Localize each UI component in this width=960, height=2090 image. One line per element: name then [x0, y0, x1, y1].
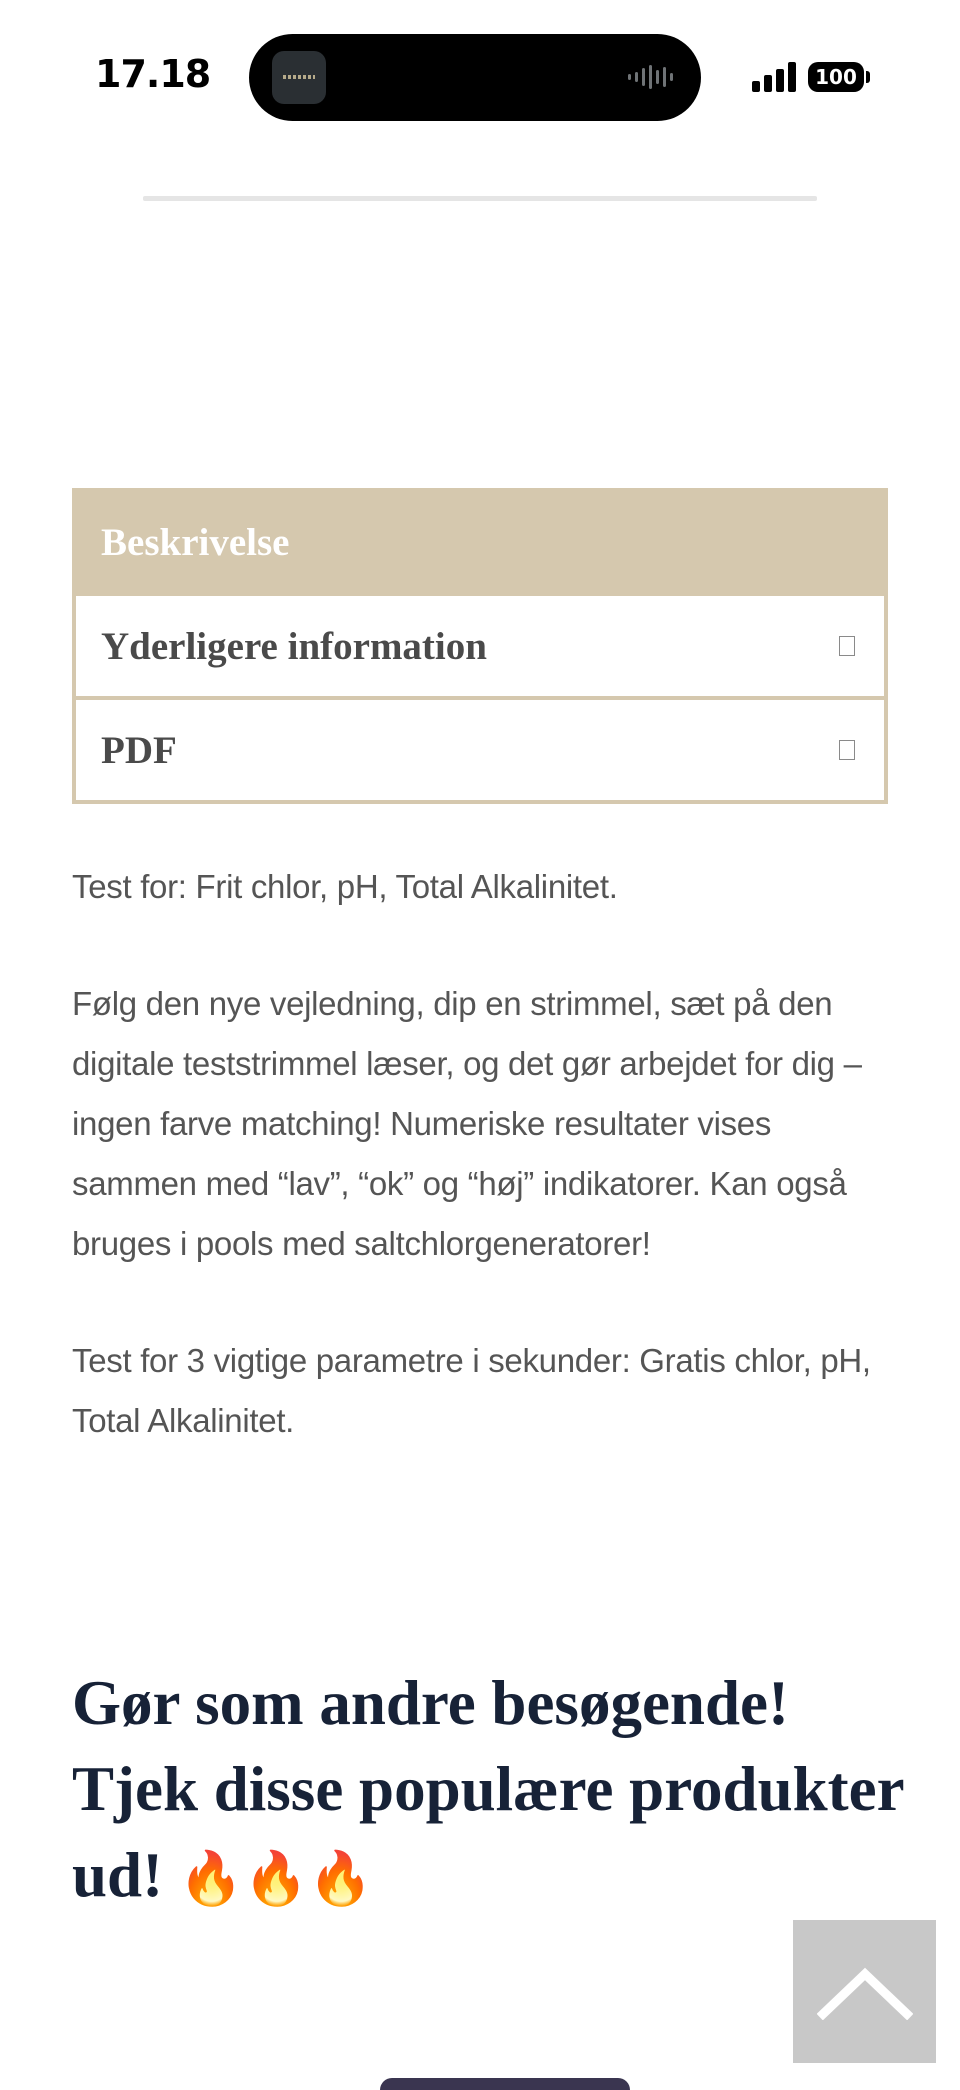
description-paragraph: Test for 3 vigtige parametre i sekunder: Gratis chlor, pH, Total Alkalinitet. [72, 1342, 871, 1439]
product-description [72, 857, 892, 1508]
description-paragraph: Test for: Frit chlor, pH, Total Alkalinitet. [72, 868, 618, 905]
popular-products-heading [72, 1660, 912, 1922]
expand-icon [839, 740, 855, 760]
tab-label: PDF [101, 728, 177, 772]
heading-text: Gør som andre besøgende! Tjek disse populære produkter ud! [72, 1668, 904, 1910]
expand-icon [839, 636, 855, 656]
product-image-peek [380, 2078, 630, 2090]
fire-emoji-icon: 🔥🔥🔥 [178, 1849, 374, 1909]
tab-beskrivelse[interactable]: Beskrivelse [101, 520, 290, 564]
audio-waveform-icon [628, 64, 678, 90]
status-time: 17.18 [95, 52, 211, 96]
section-divider [143, 196, 817, 201]
tab-yderligere-information[interactable] [76, 596, 884, 696]
dynamic-island [249, 34, 701, 121]
scroll-to-top-button[interactable] [793, 1920, 936, 2063]
product-tabs [72, 488, 888, 804]
chevron-up-icon [817, 1964, 913, 2020]
description-paragraph: Følg den nye vejledning, dip en strimmel, sæt på den digitale teststrimmel læser, og det gør arbejdet for dig – ingen farve matching! Numeriske resultater vises sammen med “lav”, “ok” og “høj” indikatorer. Kan også bruges i pools med saltchlorgeneratorer! [72, 985, 862, 1262]
battery-icon: 100 [808, 62, 864, 92]
tab-pdf[interactable] [76, 700, 884, 800]
tab-label: Yderligere information [101, 624, 487, 668]
signal-icon [752, 60, 798, 92]
status-bar [0, 0, 960, 150]
battery-tip [866, 71, 870, 83]
now-playing-app-icon [272, 51, 326, 104]
